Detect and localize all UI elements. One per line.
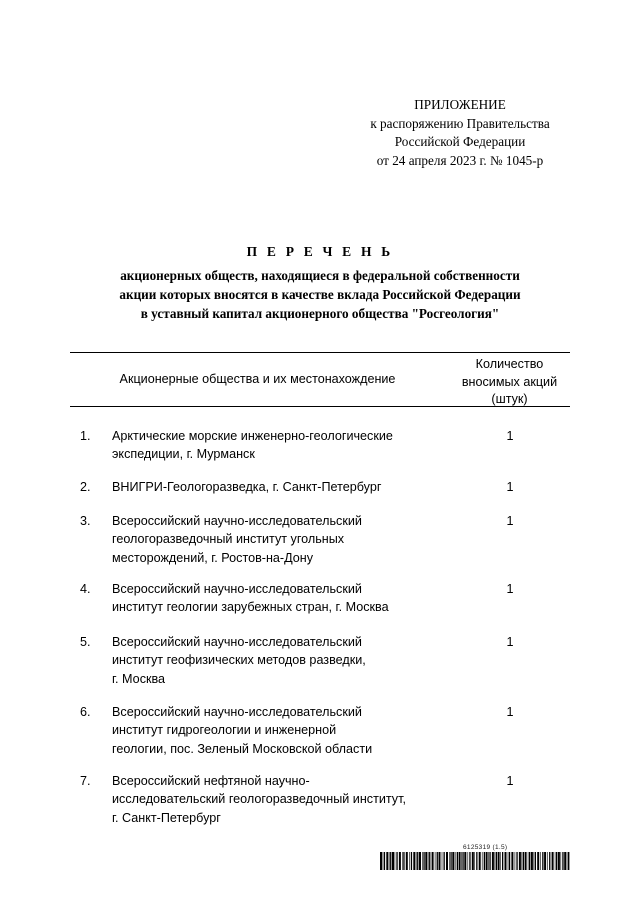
table-header-rule [70, 406, 570, 407]
barcode-number: 6125319 (1.5) [463, 844, 508, 851]
row-number: 2. [80, 480, 91, 494]
appendix-date: от 24 апреля 2023 г. № 1045-р [376, 152, 544, 168]
share-quantity: 1 [506, 514, 514, 528]
company-name-line: институт гидрогеологии и инженерной [112, 723, 337, 738]
company-name-line: геологии, пос. Зеленый Московской области [112, 741, 373, 756]
share-quantity: 1 [506, 774, 514, 788]
column-header-quantity [447, 356, 572, 409]
company-name-line: г. Санкт-Петербург [112, 810, 221, 825]
company-name-line: экспедиции, г. Мурманск [112, 447, 255, 462]
appendix-heading: ПРИЛОЖЕНИЕ [414, 97, 506, 112]
share-quantity: 1 [506, 480, 514, 494]
row-number: 5. [80, 635, 91, 649]
document-title: П Е Р Е Ч Е Н Ь [246, 244, 394, 259]
company-name-line: г. Москва [112, 671, 166, 686]
appendix-line: Российской Федерации [394, 134, 526, 150]
company-name [112, 703, 442, 758]
company-name [112, 772, 442, 827]
share-quantity: 1 [506, 635, 514, 649]
row-number: 4. [80, 582, 91, 596]
subtitle-line: акции которых вносятся в качестве вклада Российской Федерации [119, 287, 521, 302]
subtitle-line: акционерных обществ, находящиеся в федеральной собственности [120, 268, 520, 283]
company-name-line: исследовательский геологоразведочный институт, [112, 792, 406, 807]
company-name [112, 478, 442, 496]
company-name [112, 633, 442, 688]
company-name [112, 580, 442, 617]
appendix-block [330, 96, 590, 170]
appendix-line: к распоряжению Правительства [370, 115, 550, 131]
row-number: 7. [80, 774, 91, 788]
company-name [112, 427, 442, 464]
share-quantity: 1 [506, 705, 514, 719]
company-name-line: Всероссийский научно-исследовательский [112, 582, 362, 596]
row-number: 6. [80, 705, 91, 719]
share-quantity: 1 [506, 429, 514, 443]
column-header-quantity-line: (штук) [491, 392, 528, 406]
company-name-line: Всероссийский научно-исследовательский [112, 635, 362, 649]
barcode-icon [380, 852, 570, 870]
company-name-line: месторождений, г. Ростов-на-Дону [112, 550, 314, 565]
share-quantity: 1 [506, 582, 514, 596]
company-name-line: институт геофизических методов разведки, [112, 653, 366, 668]
company-name-line: Всероссийский научно-исследовательский [112, 705, 362, 719]
column-header-company: Акционерные общества и их местонахождение [119, 372, 396, 386]
company-name-line: институт геологии зарубежных стран, г. Москва [112, 600, 389, 615]
column-header-quantity-line: вносимых акций [461, 374, 558, 389]
document-subtitle [40, 266, 600, 323]
column-header-quantity-line: Количество [475, 357, 544, 371]
row-number: 1. [80, 429, 91, 443]
company-name-line: Всероссийский нефтяной научно- [112, 774, 310, 788]
company-name-line: геологоразведочный институт угольных [112, 532, 345, 547]
company-name-line: Всероссийский научно-исследовательский [112, 514, 362, 528]
row-number: 3. [80, 514, 91, 528]
subtitle-line: в уставный капитал акционерного общества "Росгеология" [140, 306, 500, 321]
company-name-line: Арктические морские инженерно-геологические [112, 429, 393, 443]
company-name-line: ВНИГРИ-Геологоразведка, г. Санкт-Петербург [112, 480, 382, 494]
table-top-rule [70, 352, 570, 353]
company-name [112, 512, 442, 567]
